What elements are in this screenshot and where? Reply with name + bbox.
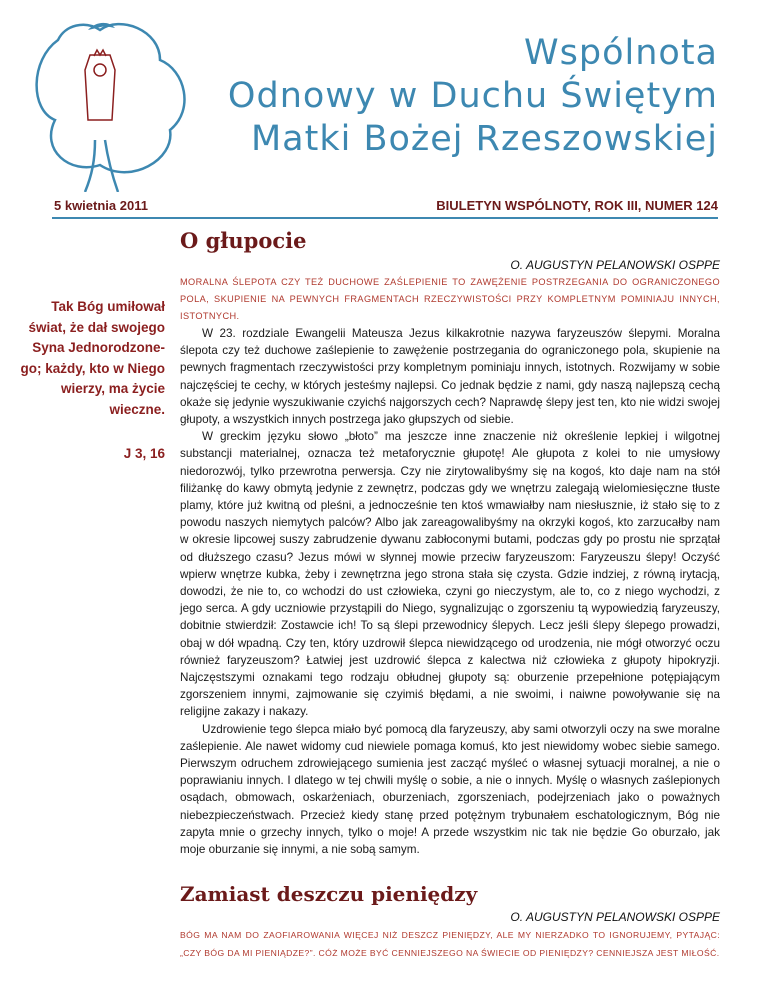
issue-date: 5 kwietnia 2011: [54, 198, 148, 213]
header-divider: [52, 217, 718, 219]
issue-number: BIULETYN WSPÓLNOTY, ROK III, NUMER 124: [436, 198, 718, 213]
article-author: O. AUGUSTYN PELANOWSKI OSPPE: [510, 258, 720, 272]
paragraph: W 23. rozdziale Ewangelii Mateusza Jezus kilkakrotnie nazywa faryzeuszów ślepymi. Moralna ślepota czy też duchowe zaślepienie to zawężenie postrzegania do ograniczonego pola, skupienie na pewnych fragmentach rzeczywistości przy kompletnym pominiaju innych, istotnych. Rozwijamy w sobie najczęściej te cechy, w których jesteśmy najlepsi. Co jednak będzie z nami, gdy naszą najlepszą cechą okaże się jedynie wyszukiwanie czyichś najgorszych cech? Naprawdę ślepy jest ten, kto nie widzi swojej głupoty, a wszystkich innych postrzega jako głupszych od siebie.: [180, 327, 720, 427]
sidebar-quote: Tak Bóg umiłował świat, że dał swojego Syna Jednorodzone-go; każdy, kto w Niego wierzy, ma życie wieczne.: [20, 299, 165, 417]
main-column: [180, 226, 720, 962]
article-lead: MORALNA ŚLEPOTA CZY TEŻ DUCHOWE ZAŚLEPIENIE TO ZAWĘŻENIE POSTRZEGANIA DO OGRANICZONEGO POLA, SKUPIENIE NA PEWNYCH FRAGMENTACH RZECZYWISTOŚCI PRZY KOMPLETNYM POMINIAJU INNYCH, ISTOTNYCH.: [180, 277, 720, 321]
paragraph: W greckim języku słowo „błoto” ma jeszcze inne znaczenie niż określenie lepkiej i wilgotnej substancji materialnej, oznacza też metaforycznie głupotę! Ale głupota z kolei to nie umysłowy niedorozwój, tylko przewrotna perwersja. Czy nie zirytowalibyśmy się na kogoś, kto daje nam na stół filiżankę do kawy obmytą jedynie z zewnętrz, podczas gdy we wnętrzu zalegają wielomiesięczne tłuste plamy, które już kwitną od pleśni, a jednocześnie ten ktoś wmawiałby nam niesłusznie, iż stało się to z powodu naszych niemytych palców? Albo jak zareagowalibyśmy na okrzyki kogoś, kto zarzucałby nam w okresie lipcowej suszy zabrudzenie dywanu zabłoconymi butami, podczas gdy po prostu nie sprzątał od dłuższego czasu? Jezus mówi w słynnej mowie przeciw faryzeuszom: Faryzeuszu ślepy! Oczyść wpierw wnętrze kubka, żeby i zewnętrzna jego strona stała się czysta. Gdzie indziej, z równą irytacją, dowodzi, że nie to, co wchodzi do ust człowieka, czyni go nieczystym, ale to, co z niego wychodzi, z jego serca. A gdy uczniowie przystąpili do Niego, sygnalizując o zgorszeniu tą wypowiedzią faryzeuszy, dobitnie stwierdził: Zostawcie ich! To są ślepi przewodnicy ślepych. Lecz jeśli ślepy ślepego prowadzi, obaj w dół wpadną. Czy ten, który uzdrowił ślepca niewidzącego od urodzenia, nie mógł otworzyć oczu również faryzeuszom? Łatwiej jest uzdrowić ślepca z kalectwa niż człowieka z głupoty hipokryzji. Najczęstszymi oznakami tego rodzaju obłudnej głupoty są: oburzenie przepełnione potępiającym zgorszeniem innymi, zajmowanie się czyimiś błędami, a nie swoimi, i naiwne powoływanie się na religijne zakazy i nakazy.: [180, 430, 720, 719]
paragraph: Uzdrowienie tego ślepca miało być pomocą dla faryzeuszy, aby sami otworzyli oczy na swe moralne zaślepienie. Ale nawet widomy cud niewiele pomaga komuś, kto jest niewidomy wobec siebie samego. Pierwszym odruchem zdrowiejącego sumienia jest zacząć myśleć o własnej sytuacji moralnej, a nie o poprawianiu innych. I dlatego w tej chwili myślę o sobie, a nie o innych. Myślę o własnych zaślepionych osądach, obmowach, oskarżeniach, oburzeniach, zgorszeniach, podejrzeniach jako o poważnych niebezpieczeństwach. Przecież kiedy stanę przed potężnym trybunałem eschatologicznym, Bóg nie zapyta mnie o grzechy innych, tylko o moje! A przede wszystkim nic tak nie będzie Go oburzało, jak moje oburzanie się innymi, a nie sobą samym.: [180, 722, 720, 857]
article-title: O głupocie: [180, 228, 307, 253]
article-body: [180, 325, 720, 858]
sidebar-reference: J 3, 16: [123, 446, 165, 461]
article2-author: O. AUGUSTYN PELANOWSKI OSPPE: [510, 910, 720, 925]
sidebar-quote-box: [20, 297, 165, 465]
article2-lead: BÓG MA NAM DO ZAOFIAROWANIA WIĘCEJ NIŻ DESZCZ PIENIĘDZY, ALE MY NIERZADKO TO IGNORUJEMY, PYTAJĄC: „CZY BÓG DA MI PIENIĄDZE?”. CÓŻ MOŻE BYĆ CENNIEJSZEGO NA ŚWIECIE OD PIENIĘDZY? CENNIEJSZA JEST MIŁOŚĆ.: [180, 930, 720, 959]
masthead-line-3: Matki Bożej Rzeszowskiej: [250, 119, 718, 159]
masthead-line-2: Odnowy w Duchu Świętym: [227, 76, 718, 116]
masthead-title: [228, 32, 718, 161]
article2-title: Zamiast deszczu pieniędzy: [180, 882, 478, 907]
tree-madonna-logo: [0, 0, 200, 192]
masthead-line-1: Wspólnota: [524, 33, 718, 73]
